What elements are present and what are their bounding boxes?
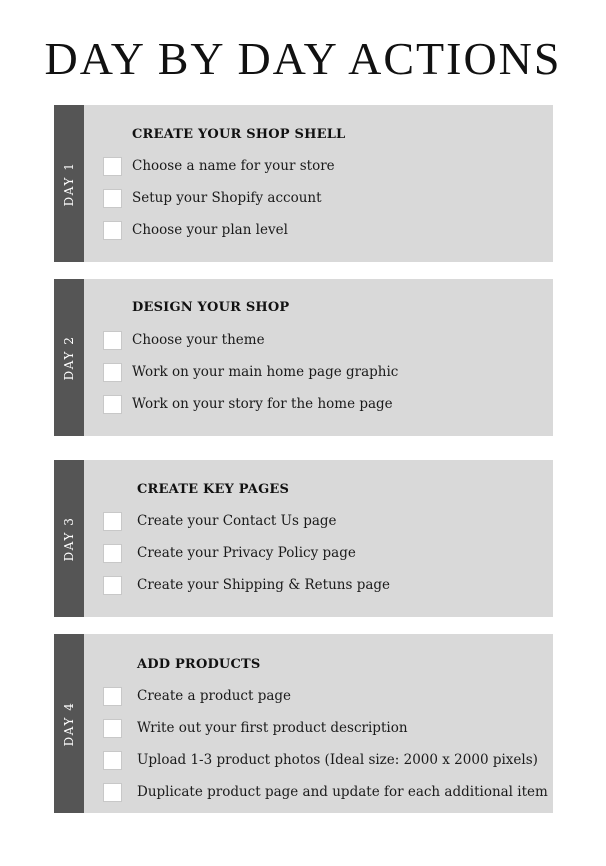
checklist-item[interactable] bbox=[54, 751, 553, 771]
checkbox[interactable] bbox=[103, 363, 122, 382]
checkbox[interactable] bbox=[103, 221, 122, 240]
day-label: DAY 1 bbox=[62, 161, 76, 206]
checklist-item-label: Choose your theme bbox=[132, 332, 265, 348]
checkbox[interactable] bbox=[103, 687, 122, 706]
checklist-item-label: Choose your plan level bbox=[132, 222, 288, 238]
checklist-item-label: Duplicate product page and update for each additional item bbox=[137, 784, 548, 800]
checklist-item-label: Create your Contact Us page bbox=[137, 513, 337, 529]
checklist-item-label: Upload 1-3 product photos (Ideal size: 2000 x 2000 pixels) bbox=[137, 752, 538, 768]
day-label: DAY 3 bbox=[62, 516, 76, 561]
checklist-item-label: Write out your first product description bbox=[137, 720, 408, 736]
day-1-panel bbox=[54, 105, 553, 262]
checkbox[interactable] bbox=[103, 189, 122, 208]
checkbox[interactable] bbox=[103, 331, 122, 350]
checkbox[interactable] bbox=[103, 576, 122, 595]
checkbox[interactable] bbox=[103, 157, 122, 176]
checklist-item[interactable] bbox=[54, 395, 553, 415]
checklist-item[interactable] bbox=[54, 783, 553, 803]
checkbox[interactable] bbox=[103, 719, 122, 738]
checklist-item[interactable] bbox=[54, 544, 553, 564]
checklist-item-label: Work on your story for the home page bbox=[132, 396, 393, 412]
checkbox[interactable] bbox=[103, 512, 122, 531]
checkbox[interactable] bbox=[103, 395, 122, 414]
section-heading: ADD PRODUCTS bbox=[137, 657, 261, 672]
checklist-item-label: Setup your Shopify account bbox=[132, 190, 322, 206]
checkbox[interactable] bbox=[103, 783, 122, 802]
checklist-item-label: Choose a name for your store bbox=[132, 158, 335, 174]
checklist-item-label: Work on your main home page graphic bbox=[132, 364, 399, 380]
day-3-panel bbox=[54, 460, 553, 617]
checklist-item-label: Create your Privacy Policy page bbox=[137, 545, 356, 561]
checklist-item-label: Create your Shipping & Retuns page bbox=[137, 577, 391, 593]
checklist-item-label: Create a product page bbox=[137, 688, 292, 704]
checklist-item[interactable] bbox=[54, 687, 553, 707]
checkbox[interactable] bbox=[103, 751, 122, 770]
section-heading: DESIGN YOUR SHOP bbox=[132, 300, 290, 315]
checklist-item[interactable] bbox=[54, 363, 553, 383]
section-heading: CREATE KEY PAGES bbox=[137, 482, 290, 497]
page-title: DAY BY DAY ACTIONS bbox=[44, 33, 562, 84]
day-2-panel bbox=[54, 279, 553, 436]
checklist-item[interactable] bbox=[54, 719, 553, 739]
checklist-item[interactable] bbox=[54, 221, 553, 241]
checklist-item[interactable] bbox=[54, 512, 553, 532]
day-label: DAY 2 bbox=[62, 335, 76, 380]
section-heading: CREATE YOUR SHOP SHELL bbox=[132, 127, 346, 142]
checkbox[interactable] bbox=[103, 544, 122, 563]
checklist-item[interactable] bbox=[54, 157, 553, 177]
checklist-item[interactable] bbox=[54, 576, 553, 596]
checklist-item[interactable] bbox=[54, 189, 553, 209]
day-4-panel bbox=[54, 634, 553, 813]
day-label: DAY 4 bbox=[62, 701, 76, 746]
checklist-item[interactable] bbox=[54, 331, 553, 351]
